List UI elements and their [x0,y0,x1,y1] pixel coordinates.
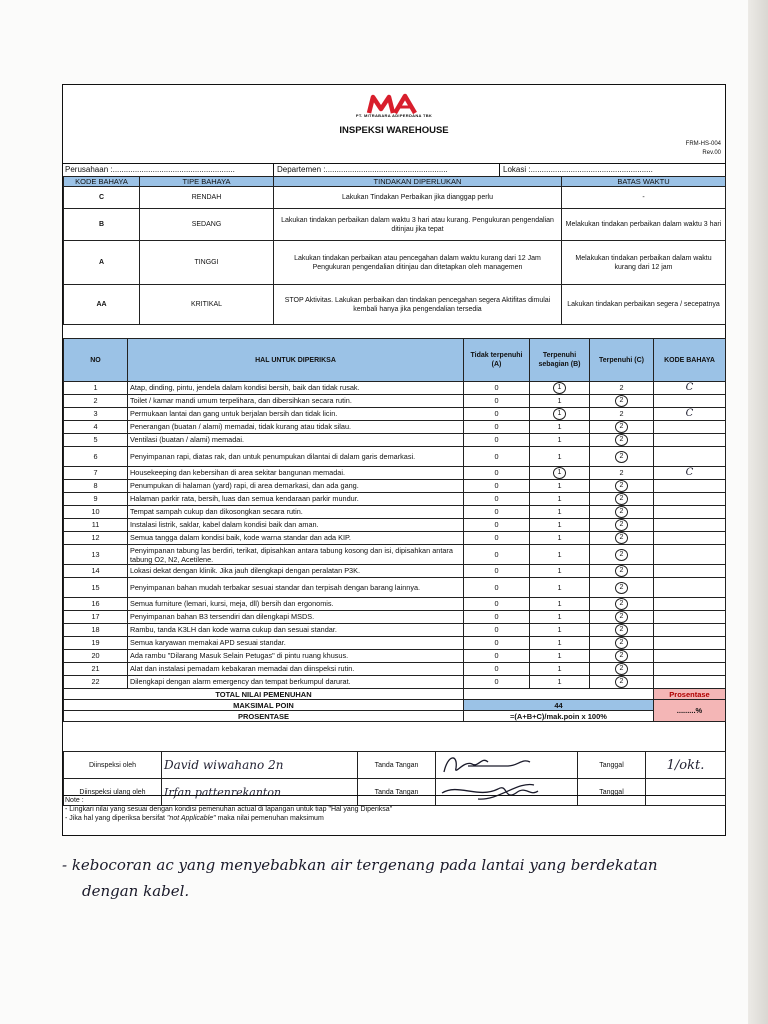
score-value: 2 [615,598,628,610]
row-hazard-code[interactable] [654,611,726,624]
score-value: 2 [615,637,628,649]
score-value: 2 [615,582,628,594]
row-no: 8 [64,480,128,493]
score-c[interactable] [590,676,654,689]
max-value: 44 [464,700,654,711]
row-item: Dilengkapi dengan alarm emergency dan tempat berkumpul darurat. [128,676,464,689]
inspection-row [64,676,726,689]
row-hazard-code[interactable] [654,519,726,532]
score-value: 0 [494,494,499,503]
inspected-by-label: Diinspeksi oleh [64,752,162,779]
row-no: 4 [64,421,128,434]
score-value: 0 [494,481,499,490]
score-a[interactable] [464,382,530,395]
score-value: 0 [494,533,499,542]
score-value: 2 [615,480,628,492]
score-c[interactable] [590,663,654,676]
score-c[interactable] [590,532,654,545]
score-b[interactable] [530,506,590,519]
score-c[interactable] [590,624,654,637]
row-item: Lokasi dekat dengan klinik. Jika jauh dilengkapi dengan peralatan P3K. [128,565,464,578]
score-c[interactable] [590,545,654,565]
score-value: 1 [557,566,562,575]
score-value: 0 [494,566,499,575]
score-value: 0 [494,520,499,529]
score-value: 2 [615,421,628,433]
row-item: Penyimpanan rapi, diatas rak, dan untuk penumpukan dilantai di dalam garis demarkasi. [128,447,464,467]
row-no: 17 [64,611,128,624]
score-c[interactable] [590,578,654,598]
row-hazard-code[interactable] [654,506,726,519]
score-value: 2 [615,493,628,505]
score-a[interactable] [464,395,530,408]
score-value: 0 [494,599,499,608]
score-value: 2 [615,506,628,518]
row-no: 9 [64,493,128,506]
score-b[interactable] [530,519,590,532]
inspection-row [64,408,726,421]
row-no: 14 [64,565,128,578]
inspection-row [64,493,726,506]
total-label: TOTAL NILAI PEMENUHAN [64,689,464,700]
hazard-type: KRITIKAL [140,285,274,325]
score-value: 2 [619,409,624,418]
score-b[interactable] [530,650,590,663]
score-value: 1 [557,638,562,647]
inspected-by-name[interactable]: David wiwahano 2n [162,752,358,779]
total-value[interactable] [464,689,654,700]
score-value: 1 [557,481,562,490]
score-value: 0 [494,550,499,559]
perusahaan-field[interactable]: Perusahaan :....................................................... [65,165,235,174]
score-b[interactable] [530,637,590,650]
inspection-row [64,598,726,611]
row-hazard-code[interactable] [654,637,726,650]
hazard-code: A [64,241,140,285]
score-c[interactable] [590,637,654,650]
hazard-col-type: TIPE BAHAYA [140,177,274,187]
signature-1[interactable] [436,752,578,779]
score-value: 0 [494,468,499,477]
row-no: 11 [64,519,128,532]
inspection-row [64,467,726,480]
score-value: 2 [615,650,628,662]
company-name: PT. MITRABARA ADIPERDANA TBK [355,113,433,118]
form-header [63,85,725,163]
score-value: 1 [557,664,562,673]
hazard-action: Lakukan tindakan perbaikan atau pencegahan dalam waktu kurang dari 12 Jam Pengukuran pengendalian ditinjau dan ditetapkan oleh managemen [274,241,562,285]
hazard-type: RENDAH [140,187,274,209]
row-no: 16 [64,598,128,611]
inspection-row [64,578,726,598]
reinspected-by-name[interactable]: Irfan pattenrekanton [162,779,358,806]
row-item: Tempat sampah cukup dan dikosongkan secara rutin. [128,506,464,519]
row-hazard-code[interactable] [654,421,726,434]
col-code: KODE BAHAYA [654,339,726,382]
prosentase-label: PROSENTASE [64,711,464,722]
inspection-row [64,650,726,663]
score-value: 2 [615,451,628,463]
score-value: 2 [615,663,628,675]
row-no: 1 [64,382,128,395]
row-no: 22 [64,676,128,689]
score-value: 0 [494,677,499,686]
inspection-row [64,624,726,637]
inspection-row [64,565,726,578]
score-value: 2 [615,519,628,531]
inspection-row [64,434,726,447]
row-no: 18 [64,624,128,637]
score-c[interactable] [590,650,654,663]
score-value: 1 [553,467,566,479]
score-a[interactable] [464,611,530,624]
sign-label: Tanda Tangan [358,779,436,806]
row-no: 3 [64,408,128,421]
signature-scribble [438,752,568,776]
hazard-code: AA [64,285,140,325]
row-no: 13 [64,545,128,565]
row-item: Toilet / kamar mandi umum terpelihara, dan dibersihkan secara rutin. [128,395,464,408]
inspection-row [64,421,726,434]
score-a[interactable] [464,506,530,519]
row-hazard-code[interactable] [654,395,726,408]
score-a[interactable] [464,637,530,650]
score-c[interactable] [590,611,654,624]
note-line-2: - Jika hal yang diperiksa bersifat "not Applicable" maka nilai pemenuhan maksimum [65,815,324,822]
sign-label: Tanda Tangan [358,752,436,779]
score-c[interactable] [590,493,654,506]
score-c[interactable] [590,421,654,434]
score-value: 0 [494,422,499,431]
lokasi-field[interactable]: Lokasi :....................................................... [503,165,653,174]
hazard-limit: - [562,187,726,209]
score-value: 0 [494,507,499,516]
score-a[interactable] [464,434,530,447]
inspection-row [64,395,726,408]
hazard-action: Lakukan tindakan perbaikan dalam waktu 3 hari atau kurang. Pengukuran pengendalian ditinjau jika tepat [274,209,562,241]
row-item: Atap, dinding, pintu, jendela dalam kondisi bersih, baik dan tidak rusak. [128,382,464,395]
score-b[interactable] [530,611,590,624]
score-value: 1 [557,507,562,516]
row-item: Penerangan (buatan / alami) memadai, tidak kurang atau tidak silau. [128,421,464,434]
col-no: NO [64,339,128,382]
hazard-action: Lakukan Tindakan Perbaikan jika dianggap perlu [274,187,562,209]
row-item: Alat dan instalasi pemadam kebakaran memadai dan diinspeksi rutin. [128,663,464,676]
table-spacer [63,330,725,338]
row-item: Semua tangga dalam kondisi baik, kode warna standar dan ada KIP. [128,532,464,545]
score-a[interactable] [464,421,530,434]
score-value: 0 [494,651,499,660]
row-hazard-code[interactable]: C [654,467,726,480]
score-a[interactable] [464,565,530,578]
score-c[interactable] [590,598,654,611]
row-hazard-code[interactable] [654,493,726,506]
row-item: Ventilasi (buatan / alami) memadai. [128,434,464,447]
score-value: 1 [557,599,562,608]
prosentase-header: Prosentase [654,689,726,700]
hazard-col-action: TINDAKAN DIPERLUKAN [274,177,562,187]
row-item: Semua karyawan memakai APD sesuai standar. [128,637,464,650]
score-value: 0 [494,664,499,673]
score-value: 0 [494,625,499,634]
row-item: Rambu, tanda K3LH dan kode warna cukup dan sesuai standar. [128,624,464,637]
inspection-row [64,382,726,395]
score-a[interactable] [464,663,530,676]
score-value: 0 [494,452,499,461]
score-c[interactable] [590,506,654,519]
row-hazard-code[interactable] [654,578,726,598]
row-no: 10 [64,506,128,519]
score-value: 1 [557,533,562,542]
score-value: 2 [615,549,628,561]
score-b[interactable] [530,578,590,598]
score-value: 0 [494,638,499,647]
row-hazard-code[interactable]: C [654,382,726,395]
row-hazard-code[interactable]: C [654,408,726,421]
score-b[interactable] [530,676,590,689]
score-value: 1 [557,422,562,431]
note-line-1: - Lingkari nilai yang sesuai dengan kondisi pemenuhan actual di lapangan untuk tiap "Hal yang Diperiksa" [65,806,393,813]
handwritten-note [62,852,742,904]
inspection-form [62,84,726,836]
handwritten-note-line-2: dengan kabel. [82,882,190,900]
score-b[interactable] [530,382,590,395]
score-b[interactable] [530,447,590,467]
score-b[interactable] [530,395,590,408]
inspection-row [64,545,726,565]
inspection-row [64,663,726,676]
score-b[interactable] [530,421,590,434]
score-c[interactable] [590,519,654,532]
inspection-row [64,480,726,493]
score-a[interactable] [464,519,530,532]
row-no: 12 [64,532,128,545]
col-item: HAL UNTUK DIPERIKSA [128,339,464,382]
score-b[interactable] [530,598,590,611]
score-value: 0 [494,583,499,592]
row-no: 2 [64,395,128,408]
score-c[interactable] [590,408,654,421]
score-b[interactable] [530,532,590,545]
prosentase-value[interactable]: .........% [654,700,726,722]
row-hazard-code[interactable] [654,624,726,637]
score-a[interactable] [464,545,530,565]
score-b[interactable] [530,493,590,506]
notes-section [63,795,725,835]
row-item: Housekeeping dan kebersihan di area sekitar bangunan memadai. [128,467,464,480]
row-no: 15 [64,578,128,598]
score-c[interactable] [590,480,654,493]
hazard-code: C [64,187,140,209]
note-title: Note : [65,797,84,804]
row-hazard-code[interactable] [654,598,726,611]
row-no: 6 [64,447,128,467]
score-value: 1 [557,651,562,660]
score-b[interactable] [530,565,590,578]
score-value: 1 [553,408,566,420]
row-item: Halaman parkir rata, bersih, luas dan semua kendaraan parkir mundur. [128,493,464,506]
formula: =(A+B+C)/mak.poin x 100% [464,711,654,722]
score-value: 1 [557,677,562,686]
row-item: Instalasi listrik, saklar, kabel dalam kondisi baik dan aman. [128,519,464,532]
row-hazard-code[interactable] [654,676,726,689]
form-code-block [686,140,721,158]
row-item: Penumpukan di halaman (yard) rapi, di area demarkasi, dan ada gang. [128,480,464,493]
hazard-limit: Melakukan tindakan perbaikan dalam waktu kurang dari 12 jam [562,241,726,285]
score-value: 1 [557,625,562,634]
score-value: 0 [494,612,499,621]
row-item: Ada rambu "Dilarang Masuk Selain Petugas" di pintu ruang khusus. [128,650,464,663]
score-value: 2 [615,611,628,623]
row-item: Penyimpanan bahan mudah terbakar sesuai standar dan terpisah dengan barang lainnya. [128,578,464,598]
col-c: Terpenuhi (C) [590,339,654,382]
form-code: FRM-HS-004 [685,141,721,147]
score-c[interactable] [590,467,654,480]
hazard-type: SEDANG [140,209,274,241]
row-no: 21 [64,663,128,676]
score-b[interactable] [530,480,590,493]
row-hazard-code[interactable] [654,480,726,493]
score-value: 0 [494,409,499,418]
row-hazard-code[interactable] [654,565,726,578]
hazard-type: TINGGI [140,241,274,285]
inspection-row [64,637,726,650]
form-meta-row [63,163,725,177]
score-b[interactable] [530,408,590,421]
score-a[interactable] [464,408,530,421]
score-a[interactable] [464,493,530,506]
row-hazard-code[interactable] [654,545,726,565]
score-a[interactable] [464,624,530,637]
date-value[interactable]: 1/okt. [646,752,726,779]
hazard-code-table [63,176,726,325]
inspection-table [63,338,726,722]
score-value: 2 [615,395,628,407]
handwritten-note-line-1: - kebocoran ac yang menyebabkan air tergenang pada lantai yang berdekatan [62,856,658,874]
score-value: 2 [619,383,624,392]
score-b[interactable] [530,663,590,676]
col-b: Terpenuhi sebagian (B) [530,339,590,382]
score-b[interactable] [530,467,590,480]
row-no: 5 [64,434,128,447]
hazard-action: STOP Aktivitas. Lakukan perbaikan dan tindakan pencegahan segera Aktifitas dimulai kembali hanya jika pengendalian tersedia [274,285,562,325]
row-item: Penyimpanan tabung las berdiri, terikat, dipisahkan antara tabung kosong dan isi, dipisahkan antara tabung O2, N2, Acetilene. [128,545,464,565]
hazard-limit: Melakukan tindakan perbaikan dalam waktu 3 hari [562,209,726,241]
score-value: 1 [557,396,562,405]
score-a[interactable] [464,532,530,545]
score-a[interactable] [464,480,530,493]
inspection-row [64,447,726,467]
score-b[interactable] [530,545,590,565]
score-value: 2 [615,532,628,544]
max-label: MAKSIMAL POIN [64,700,464,711]
score-value: 1 [557,452,562,461]
form-title: INSPEKSI WAREHOUSE [339,125,449,136]
row-no: 19 [64,637,128,650]
score-value: 1 [557,583,562,592]
hazard-limit: Lakukan tindakan perbaikan segera / secepatnya [562,285,726,325]
score-a[interactable] [464,650,530,663]
hazard-col-limit: BATAS WAKTU [562,177,726,187]
score-value: 0 [494,396,499,405]
inspection-row [64,506,726,519]
row-hazard-code[interactable] [654,447,726,467]
score-a[interactable] [464,676,530,689]
row-hazard-code[interactable] [654,532,726,545]
score-value: 2 [615,624,628,636]
score-b[interactable] [530,624,590,637]
score-value: 2 [619,468,624,477]
row-hazard-code[interactable] [654,434,726,447]
row-no: 20 [64,650,128,663]
row-hazard-code[interactable] [654,650,726,663]
row-item: Penyimpanan bahan B3 tersendiri dan dilengkapi MSDS. [128,611,464,624]
score-a[interactable] [464,598,530,611]
hazard-col-code: KODE BAHAYA [64,177,140,187]
page-stack-edge [748,0,768,1024]
row-item: Semua furniture (lemari, kursi, meja, dll) bersih dan ergonomis. [128,598,464,611]
reinspected-by-label: Diinspeksi ulang oleh [64,779,162,806]
score-b[interactable] [530,434,590,447]
score-a[interactable] [464,467,530,480]
row-hazard-code[interactable] [654,663,726,676]
inspection-row [64,532,726,545]
score-c[interactable] [590,382,654,395]
inspection-row [64,611,726,624]
score-c[interactable] [590,447,654,467]
departemen-field[interactable]: Departemen :....................................................... [277,165,448,174]
score-c[interactable] [590,434,654,447]
score-value: 1 [557,435,562,444]
hazard-code: B [64,209,140,241]
score-value: 0 [494,383,499,392]
score-a[interactable] [464,447,530,467]
score-a[interactable] [464,578,530,598]
score-value: 2 [615,676,628,688]
score-value: 1 [553,382,566,394]
row-no: 7 [64,467,128,480]
col-a: Tidak terpenuhi (A) [464,339,530,382]
score-c[interactable] [590,565,654,578]
score-c[interactable] [590,395,654,408]
score-value: 1 [557,612,562,621]
date-label: Tanggal [578,779,646,806]
inspection-row [64,519,726,532]
form-revision: Rev.00 [702,150,721,156]
date-label: Tanggal [578,752,646,779]
score-value: 1 [557,494,562,503]
score-value: 1 [557,550,562,559]
score-value: 2 [615,565,628,577]
score-value: 1 [557,520,562,529]
score-value: 2 [615,434,628,446]
score-value: 0 [494,435,499,444]
row-item: Permukaan lantai dan gang untuk berjalan bersih dan tidak licin. [128,408,464,421]
